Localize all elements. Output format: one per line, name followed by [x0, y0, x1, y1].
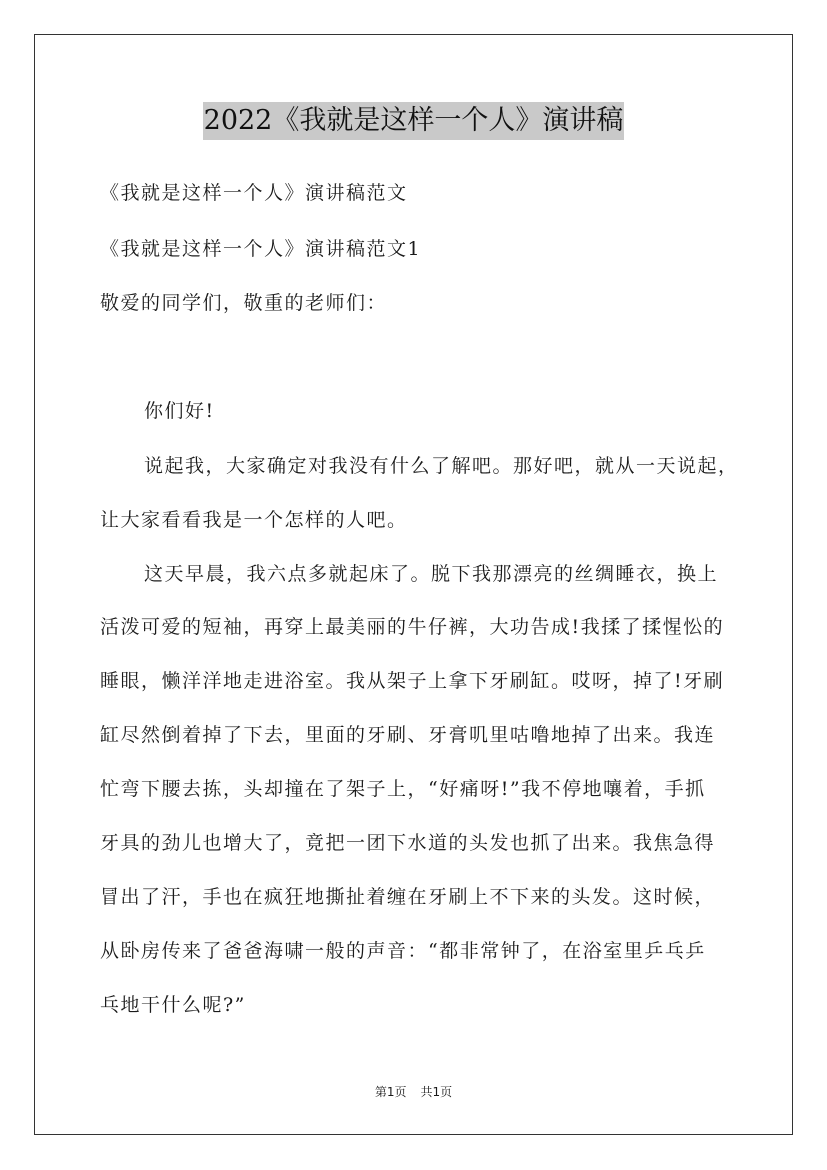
title-wrap	[0, 102, 827, 140]
text-line-2: 《我就是这样一个人》演讲稿范文1	[100, 238, 422, 260]
text-line-6: 让大家看看我是一个怎样的人吧。	[100, 509, 408, 531]
page-total: 共1页	[420, 1085, 453, 1099]
text-line-1: 《我就是这样一个人》演讲稿范文	[100, 182, 408, 204]
text-line-9: 睡眼，懒洋洋地走进浴室。我从架子上拿下牙刷缸。哎呀，掉了!牙刷	[100, 670, 725, 692]
text-line-15: 乓地干什么呢?”	[100, 994, 246, 1016]
text-line-12: 牙具的劲儿也增大了，竟把一团下水道的头发也抓了出来。我焦急得	[100, 832, 716, 854]
text-line-3: 敬爱的同学们，敬重的老师们：	[100, 292, 388, 314]
text-line-10: 缸尽然倒着掉了下去，里面的牙刷、牙膏叽里咕噜地掉了出来。我连	[100, 724, 716, 746]
text-line-5: 说起我，大家确定对我没有什么了解吧。那好吧，就从一天说起，	[144, 455, 739, 477]
page-number: 第1页	[374, 1085, 407, 1099]
text-line-11: 忙弯下腰去拣，头却撞在了架子上，“好痛呀!”我不停地嚷着，手抓	[100, 778, 706, 800]
text-line-8: 活泼可爱的短袖，再穿上最美丽的牛仔裤，大功告成!我揉了揉惺忪的	[100, 616, 725, 638]
document-title: 2022《我就是这样一个人》演讲稿	[203, 102, 625, 140]
text-line-7: 这天早晨，我六点多就起床了。脱下我那漂亮的丝绸睡衣，换上	[144, 563, 719, 585]
page-footer	[0, 1084, 827, 1100]
text-line-14: 从卧房传来了爸爸海啸一般的声音：“都非常钟了，在浴室里乒乓乒	[100, 940, 706, 962]
text-line-13: 冒出了汗，手也在疯狂地撕扯着缠在牙刷上不下来的头发。这时候，	[100, 886, 716, 908]
text-line-4: 你们好!	[144, 400, 215, 422]
